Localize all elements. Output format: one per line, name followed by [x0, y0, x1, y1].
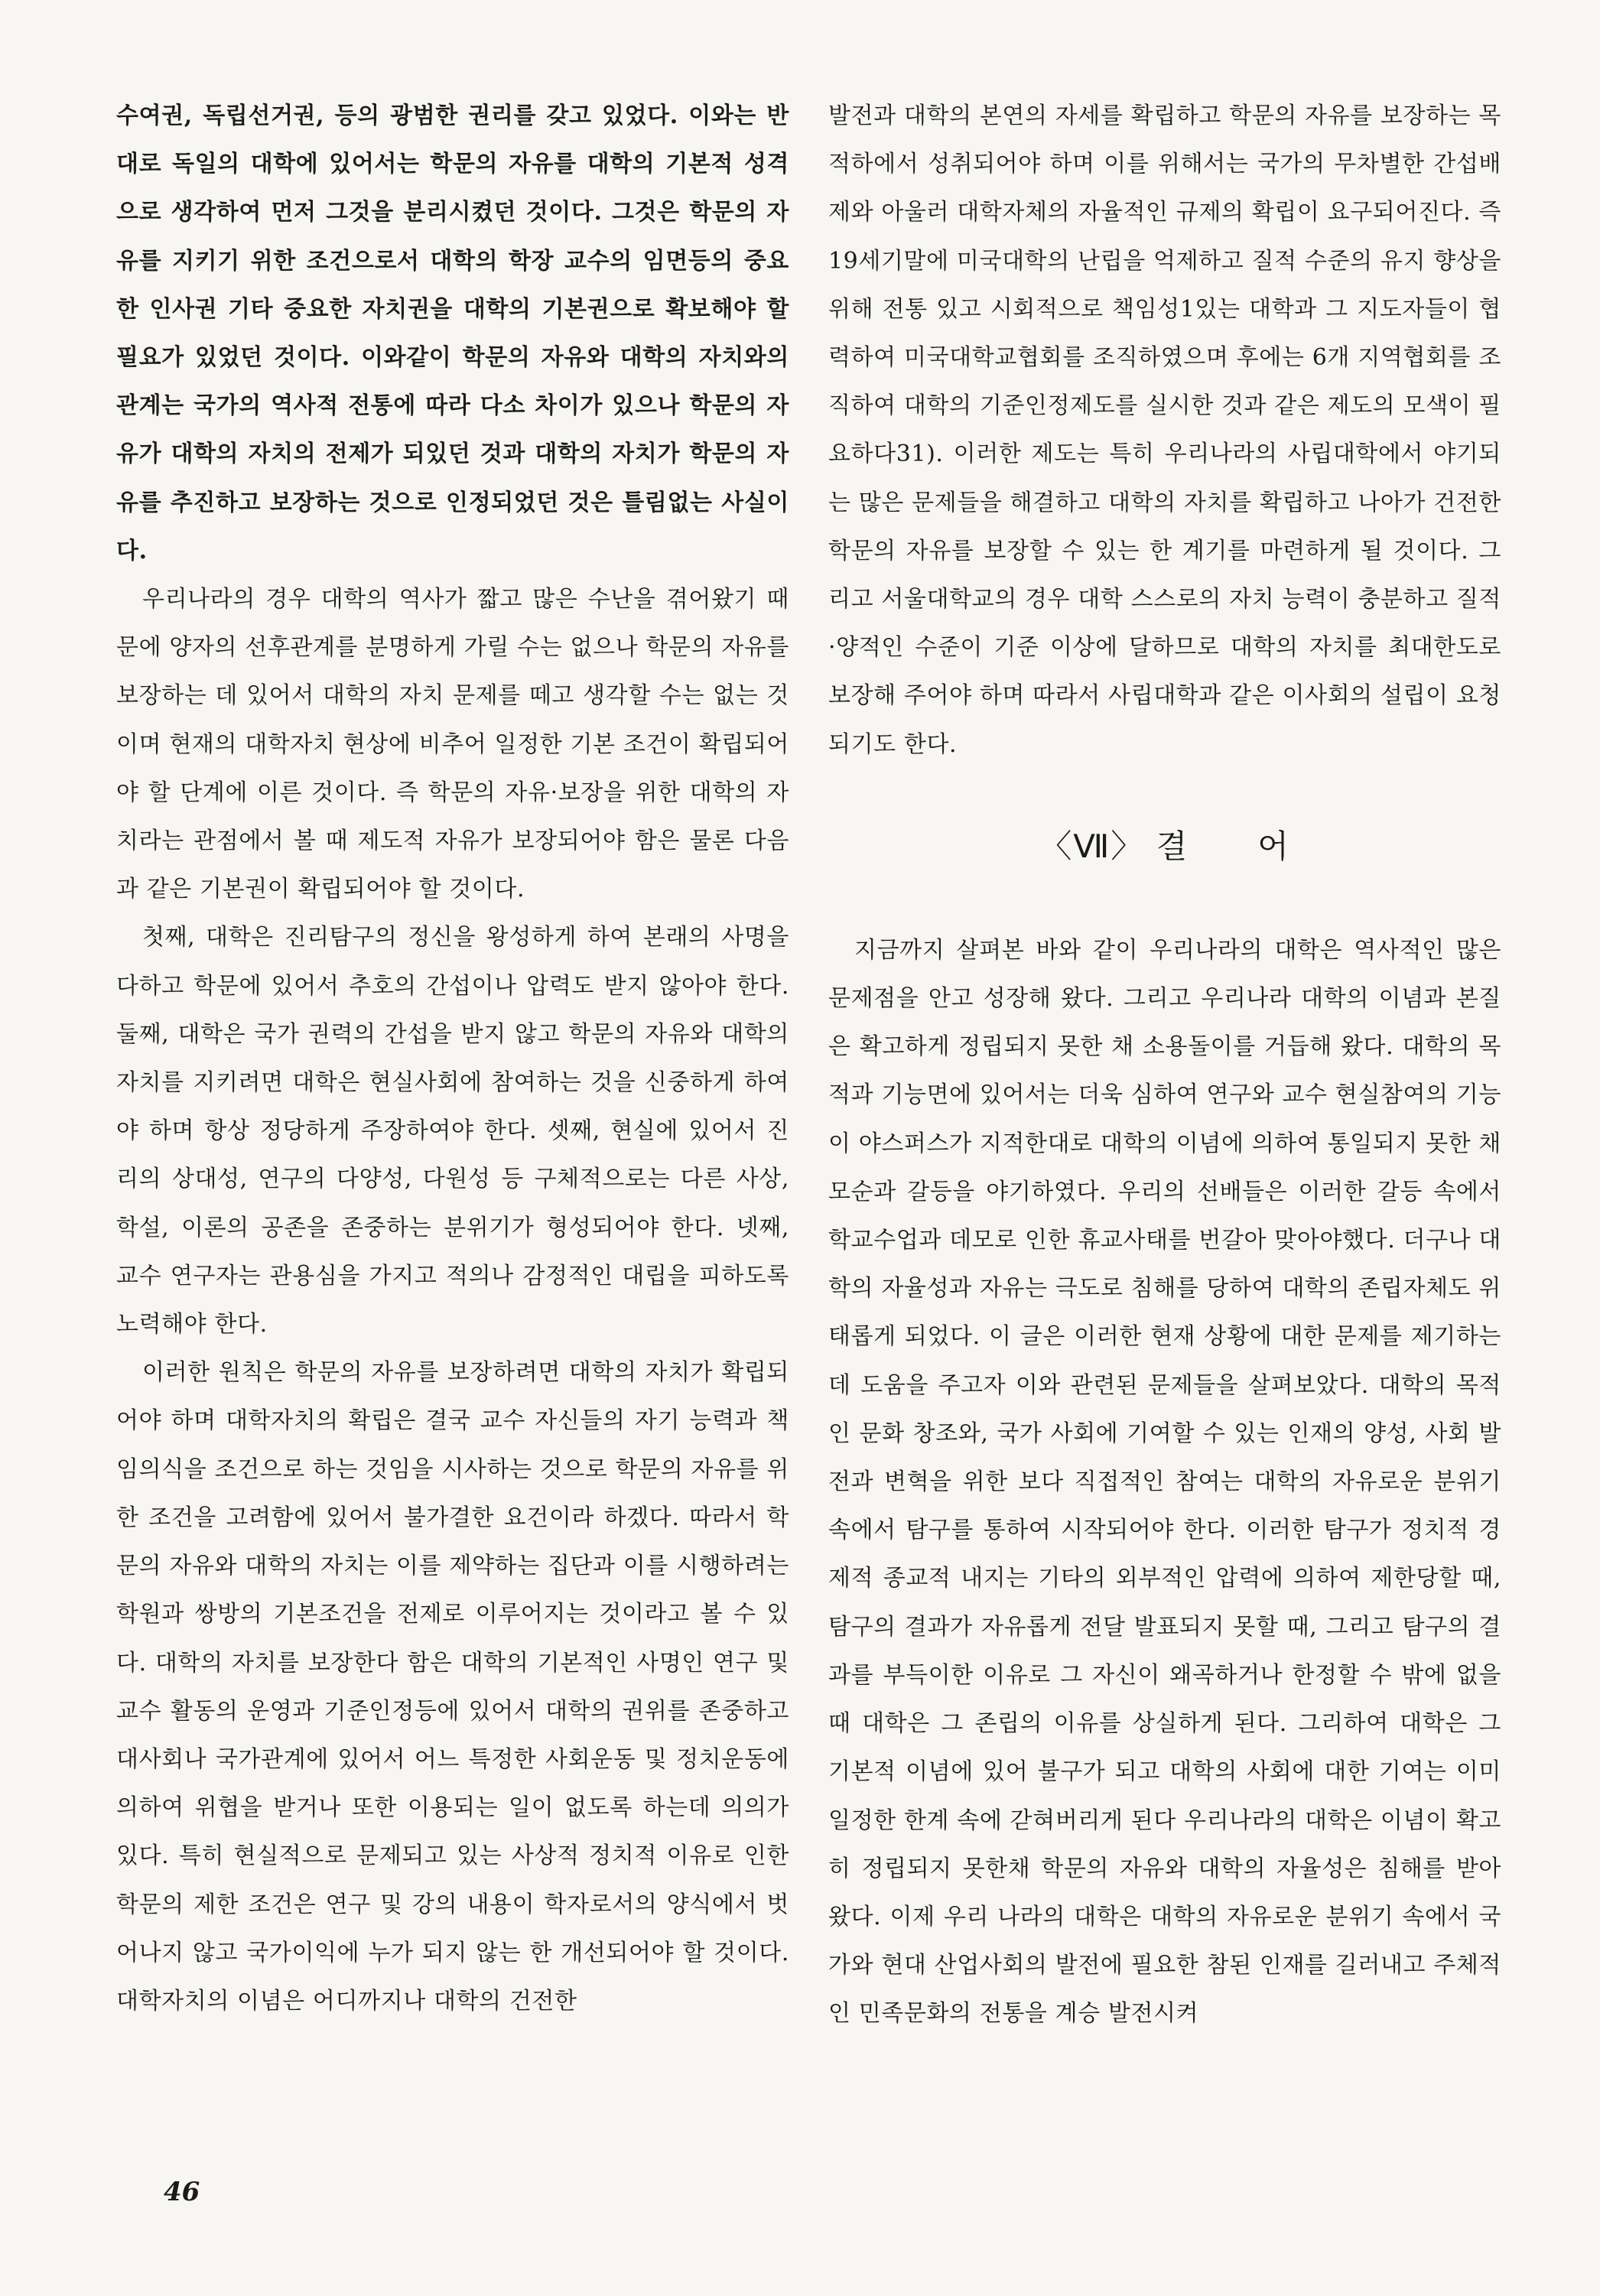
section-title-part: 어 [1257, 827, 1290, 865]
paragraph: 수여권, 독립선거권, 등의 광범한 권리를 갖고 있었다. 이와는 반대로 독일의 대학에 있어서는 학문의 자유를 대학의 기본적 성격으로 생각하여 먼저 그것을 분리시켰던 것이다. 그것은 학문의 자유를 지키기 위한 조건으로서 대학의 학장 교수의 임면등의 중요한 인사권 기타 중요한 자치권을 대학의 기본권으로 확보해야 할 필요가 있었던 것이다. 이와같이 학문의 자유와 대학의 자치와의 관계는 국가의 역사적 전통에 따라 다소 차이가 있으나 학문의 자유가 대학의 자치의 전제가 되있던 것과 대학의 자치가 학문의 자유를 추진하고 보장하는 것으로 인정되었던 것은 틀림없는 사실이다. [116, 102, 789, 564]
section-heading [828, 816, 1501, 877]
section-number: 〈Ⅶ〉 [1039, 827, 1145, 865]
paragraph: 발전과 대학의 본연의 자세를 확립하고 학문의 자유를 보장하는 목적하에서 성취되어야 하며 이를 위해서는 국가의 무차별한 간섭배제와 아울러 대학자체의 자율적인 규제의 확립이 요구되어진다. 즉 19세기말에 미국대학의 난립을 억제하고 질적 수준의 유지 향상을 위해 전통 있고 시회적으로 책임성1있는 대학과 그 지도자들이 협력하여 미국대학교협회를 조직하였으며 후에는 6개 지역협회를 조직하여 대학의 기준인정제도를 실시한 것과 같은 제도의 모색이 필요하다31). 이러한 제도는 특히 우리나라의 사립대학에서 야기되는 많은 문제들을 해결하고 대학의 자치를 확립하고 나아가 건전한 학문의 자유를 보장할 수 있는 한 계기를 마련하게 될 것이다. 그리고 서울대학교의 경우 대학 스스로의 자치 능력이 충분하고 질적·양적인 수준이 기준 이상에 달하므로 대학의 자치를 최대한도로 보장해 주어야 하며 따라서 사립대학과 같은 이사회의 설립이 요청되기도 한다. [828, 102, 1501, 758]
right-column [828, 92, 1501, 2038]
page-number: 46 [164, 2177, 200, 2207]
paragraph: 우리나라의 경우 대학의 역사가 짧고 많은 수난을 겪어왔기 때문에 양자의 선후관계를 분명하게 가릴 수는 없으나 학문의 자유를 보장하는 데 있어서 대학의 자치 문제를 떼고 생각할 수는 없는 것이며 현재의 대학자치 현상에 비추어 일정한 기본 조건이 확립되어야 할 단계에 이른 것이다. 즉 학문의 자유·보장을 위한 대학의 자치라는 관점에서 볼 때 제도적 자유가 보장되어야 함은 물론 다음과 같은 기본권이 확립되어야 할 것이다. [116, 586, 789, 903]
paragraph: 이러한 원칙은 학문의 자유를 보장하려면 대학의 자치가 확립되어야 하며 대학자치의 확립은 결국 교수 자신들의 자기 능력과 책임의식을 조건으로 하는 것임을 시사하는 것으로 학문의 자유를 위한 조건을 고려함에 있어서 불가결한 요건이라 하겠다. 따라서 학문의 자유와 대학의 자치는 이를 제약하는 집단과 이를 시행하려는 학원과 쌍방의 기본조건을 전제로 이루어지는 것이라고 볼 수 있다. 대학의 자치를 보장한다 함은 대학의 기본적인 사명인 연구 및 교수 활동의 운영과 기준인정등에 있어서 대학의 권위를 존중하고 대사회나 국가관계에 있어서 어느 특정한 사회운동 및 정치운동에 의하여 위협을 받거나 또한 이용되는 일이 없도록 하는데 의의가 있다. 특히 현실적으로 문제되고 있는 사상적 정치적 이유로 인한 학문의 제한 조건은 연구 및 강의 내용이 학자로서의 양식에서 벗어나지 않고 국가이익에 누가 되지 않는 한 개선되어야 할 것이다. 대학자치의 이념은 어디까지나 대학의 건전한 [116, 1359, 789, 2015]
paragraph: 지금까지 살펴본 바와 같이 우리나라의 대학은 역사적인 많은 문제점을 안고 성장해 왔다. 그리고 우리나라 대학의 이념과 본질은 확고하게 정립되지 못한 채 소용돌이를 거듭해 왔다. 대학의 목적과 기능면에 있어서는 더욱 심하여 연구와 교수 현실참여의 기능이 야스퍼스가 지적한대로 대학의 이념에 의하여 통일되지 못한 채 모순과 갈등을 야기하였다. 우리의 선배들은 이러한 갈등 속에서 학교수업과 데모로 인한 휴교사태를 번갈아 맞아야했다. 더구나 대학의 자율성과 자유는 극도로 침해를 당하여 대학의 존립자체도 위태롭게 되었다. 이 글은 이러한 현재 상황에 대한 문제를 제기하는데 도움을 주고자 이와 관련된 문제들을 살펴보았다. 대학의 목적인 문화 창조와, 국가 사회에 기여할 수 있는 인재의 양성, 사회 발전과 변혁을 위한 보다 직접적인 참여는 대학의 자유로운 분위기 속에서 탐구를 통하여 시작되어야 한다. 이러한 탐구가 정치적 경제적 종교적 내지는 기타의 외부적인 압력에 의하여 제한당할 때, 탐구의 결과가 자유롭게 전달 발표되지 못할 때, 그리고 탐구의 결과를 부득이한 이유로 그 자신이 왜곡하거나 한정할 수 밖에 없을 때 대학은 그 존립의 이유를 상실하게 된다. 그리하여 대학은 그 기본적 이념에 있어 불구가 되고 대학의 사회에 대한 기여는 이미 일정한 한계 속에 갇혀버리게 된다 우리나라의 대학은 이념이 확고히 정립되지 못한채 학문의 자유와 대학의 자율성은 침해를 받아 왔다. 이제 우리 나라의 대학은 대학의 자유로운 분위기 속에서 국가와 현대 산업사회의 발전에 필요한 참된 인재를 길러내고 주체적인 민족문화의 전통을 계승 발전시켜 [828, 936, 1501, 2028]
left-column [116, 92, 789, 2025]
paragraph: 첫째, 대학은 진리탐구의 정신을 왕성하게 하여 본래의 사명을 다하고 학문에 있어서 추호의 간섭이나 압력도 받지 않아야 한다. 둘째, 대학은 국가 권력의 간섭을 받지 않고 학문의 자유와 대학의 자치를 지키려면 대학은 현실사회에 참여하는 것을 신중하게 하여야 하며 항상 정당하게 주장하여야 한다. 셋째, 현실에 있어서 진리의 상대성, 연구의 다양성, 다원성 등 구체적으로는 다른 사상, 학설, 이론의 공존을 존중하는 분위기가 형성되어야 한다. 넷째, 교수 연구자는 관용심을 가지고 적의나 감정적인 대립을 피하도록 노력해야 한다. [116, 924, 789, 1338]
section-title-part: 결 [1156, 827, 1189, 865]
